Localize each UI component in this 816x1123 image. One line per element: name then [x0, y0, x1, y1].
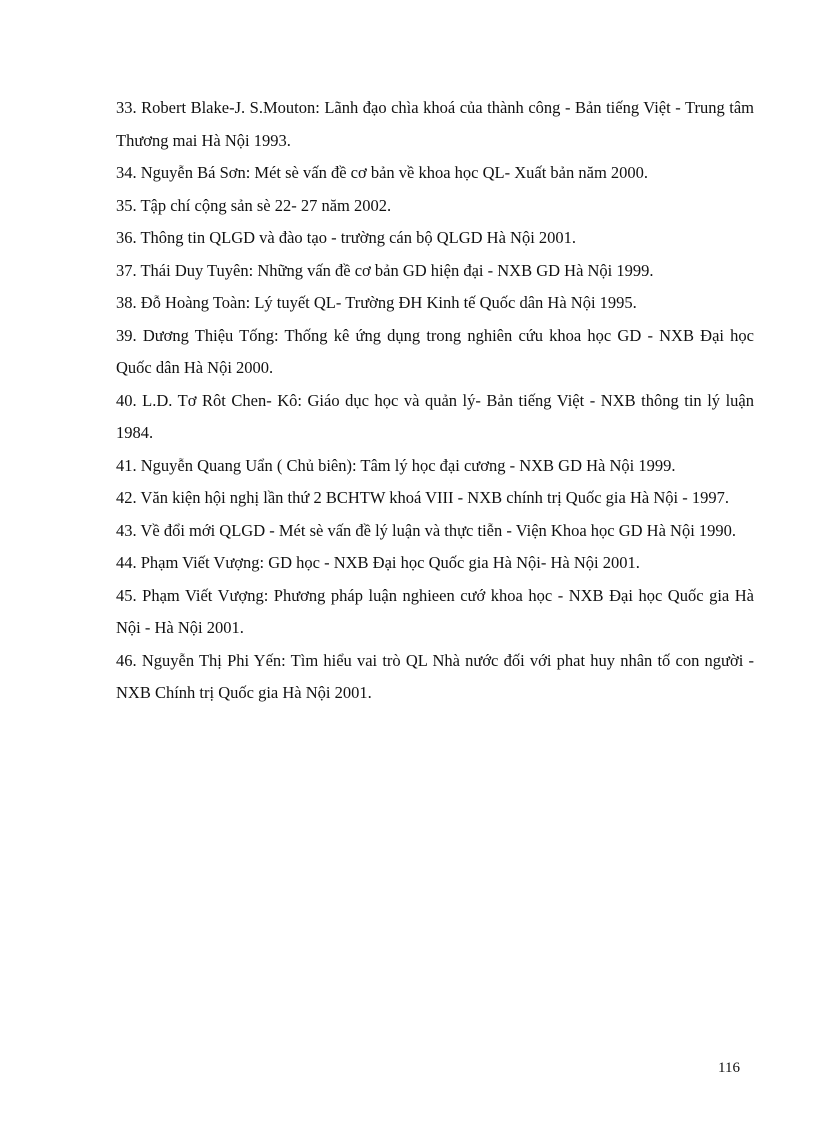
reference-item: 44. Phạm Viết Vượng: GD học - NXB Đại học Quốc gia Hà Nội- Hà Nội 2001. — [116, 553, 640, 572]
reference-item: 38. Đỗ Hoàng Toàn: Lý tuyết QL- Trường ĐH Kinh tế Quốc dân Hà Nội 1995. — [116, 293, 637, 312]
reference-item: 33. Robert Blake-J. S.Mouton: Lãnh đạo chìa khoá của thành công - Bản tiếng Việt - Trung tâm Thương mai Hà Nội 1993. — [116, 98, 754, 150]
reference-item: 43. Về đổi mới QLGD - Mét sè vấn đề lý luận và thực tiễn - Viện Khoa học GD Hà Nội 1990. — [116, 520, 737, 540]
reference-item: 37. Thái Duy Tuyên: Những vấn đề cơ bản GD hiện đại - NXB GD Hà Nội 1999. — [116, 260, 654, 280]
reference-item: 41. Nguyễn Quang Uẩn ( Chủ biên): Tâm lý học đại cương - NXB GD Hà Nội 1999. — [116, 455, 676, 475]
page-number: 116 — [718, 1060, 740, 1076]
reference-item: 36. Thông tin QLGD và đào tạo - trường cán bộ QLGD Hà Nội 2001. — [116, 228, 577, 247]
reference-item: 40. L.D. Tơ Rôt Chen- Kô: Giáo dục học và quản lý- Bản tiếng Việt - NXB thông tin lý luận 1984. — [116, 390, 754, 442]
reference-item: 45. Phạm Viết Vượng: Phương pháp luận nghieen cướ khoa học - NXB Đại học Quốc gia Hà Nội - Hà Nội 2001. — [116, 585, 754, 637]
reference-list — [116, 92, 754, 710]
reference-item: 34. Nguyễn Bá Sơn: Mét sè vấn đề cơ bản về khoa học QL- Xuất bản năm 2000. — [116, 163, 649, 182]
reference-item: 35. Tập chí cộng sản sè 22- 27 năm 2002. — [116, 195, 392, 215]
reference-item: 39. Dương Thiệu Tống: Thống kê ứng dụng trong nghiên cứu khoa học GD - NXB Đại học Quốc dân Hà Nội 2000. — [116, 325, 754, 377]
reference-item: 46. Nguyễn Thị Phi Yến: Tìm hiểu vai trò QL Nhà nước đối với phat huy nhân tố con người - NXB Chính trị Quốc gia Hà Nội 2001. — [116, 650, 754, 702]
reference-item: 42. Văn kiện hội nghị lần thứ 2 BCHTW khoá VIII - NXB chính trị Quốc gia Hà Nội - 1997. — [116, 488, 729, 507]
